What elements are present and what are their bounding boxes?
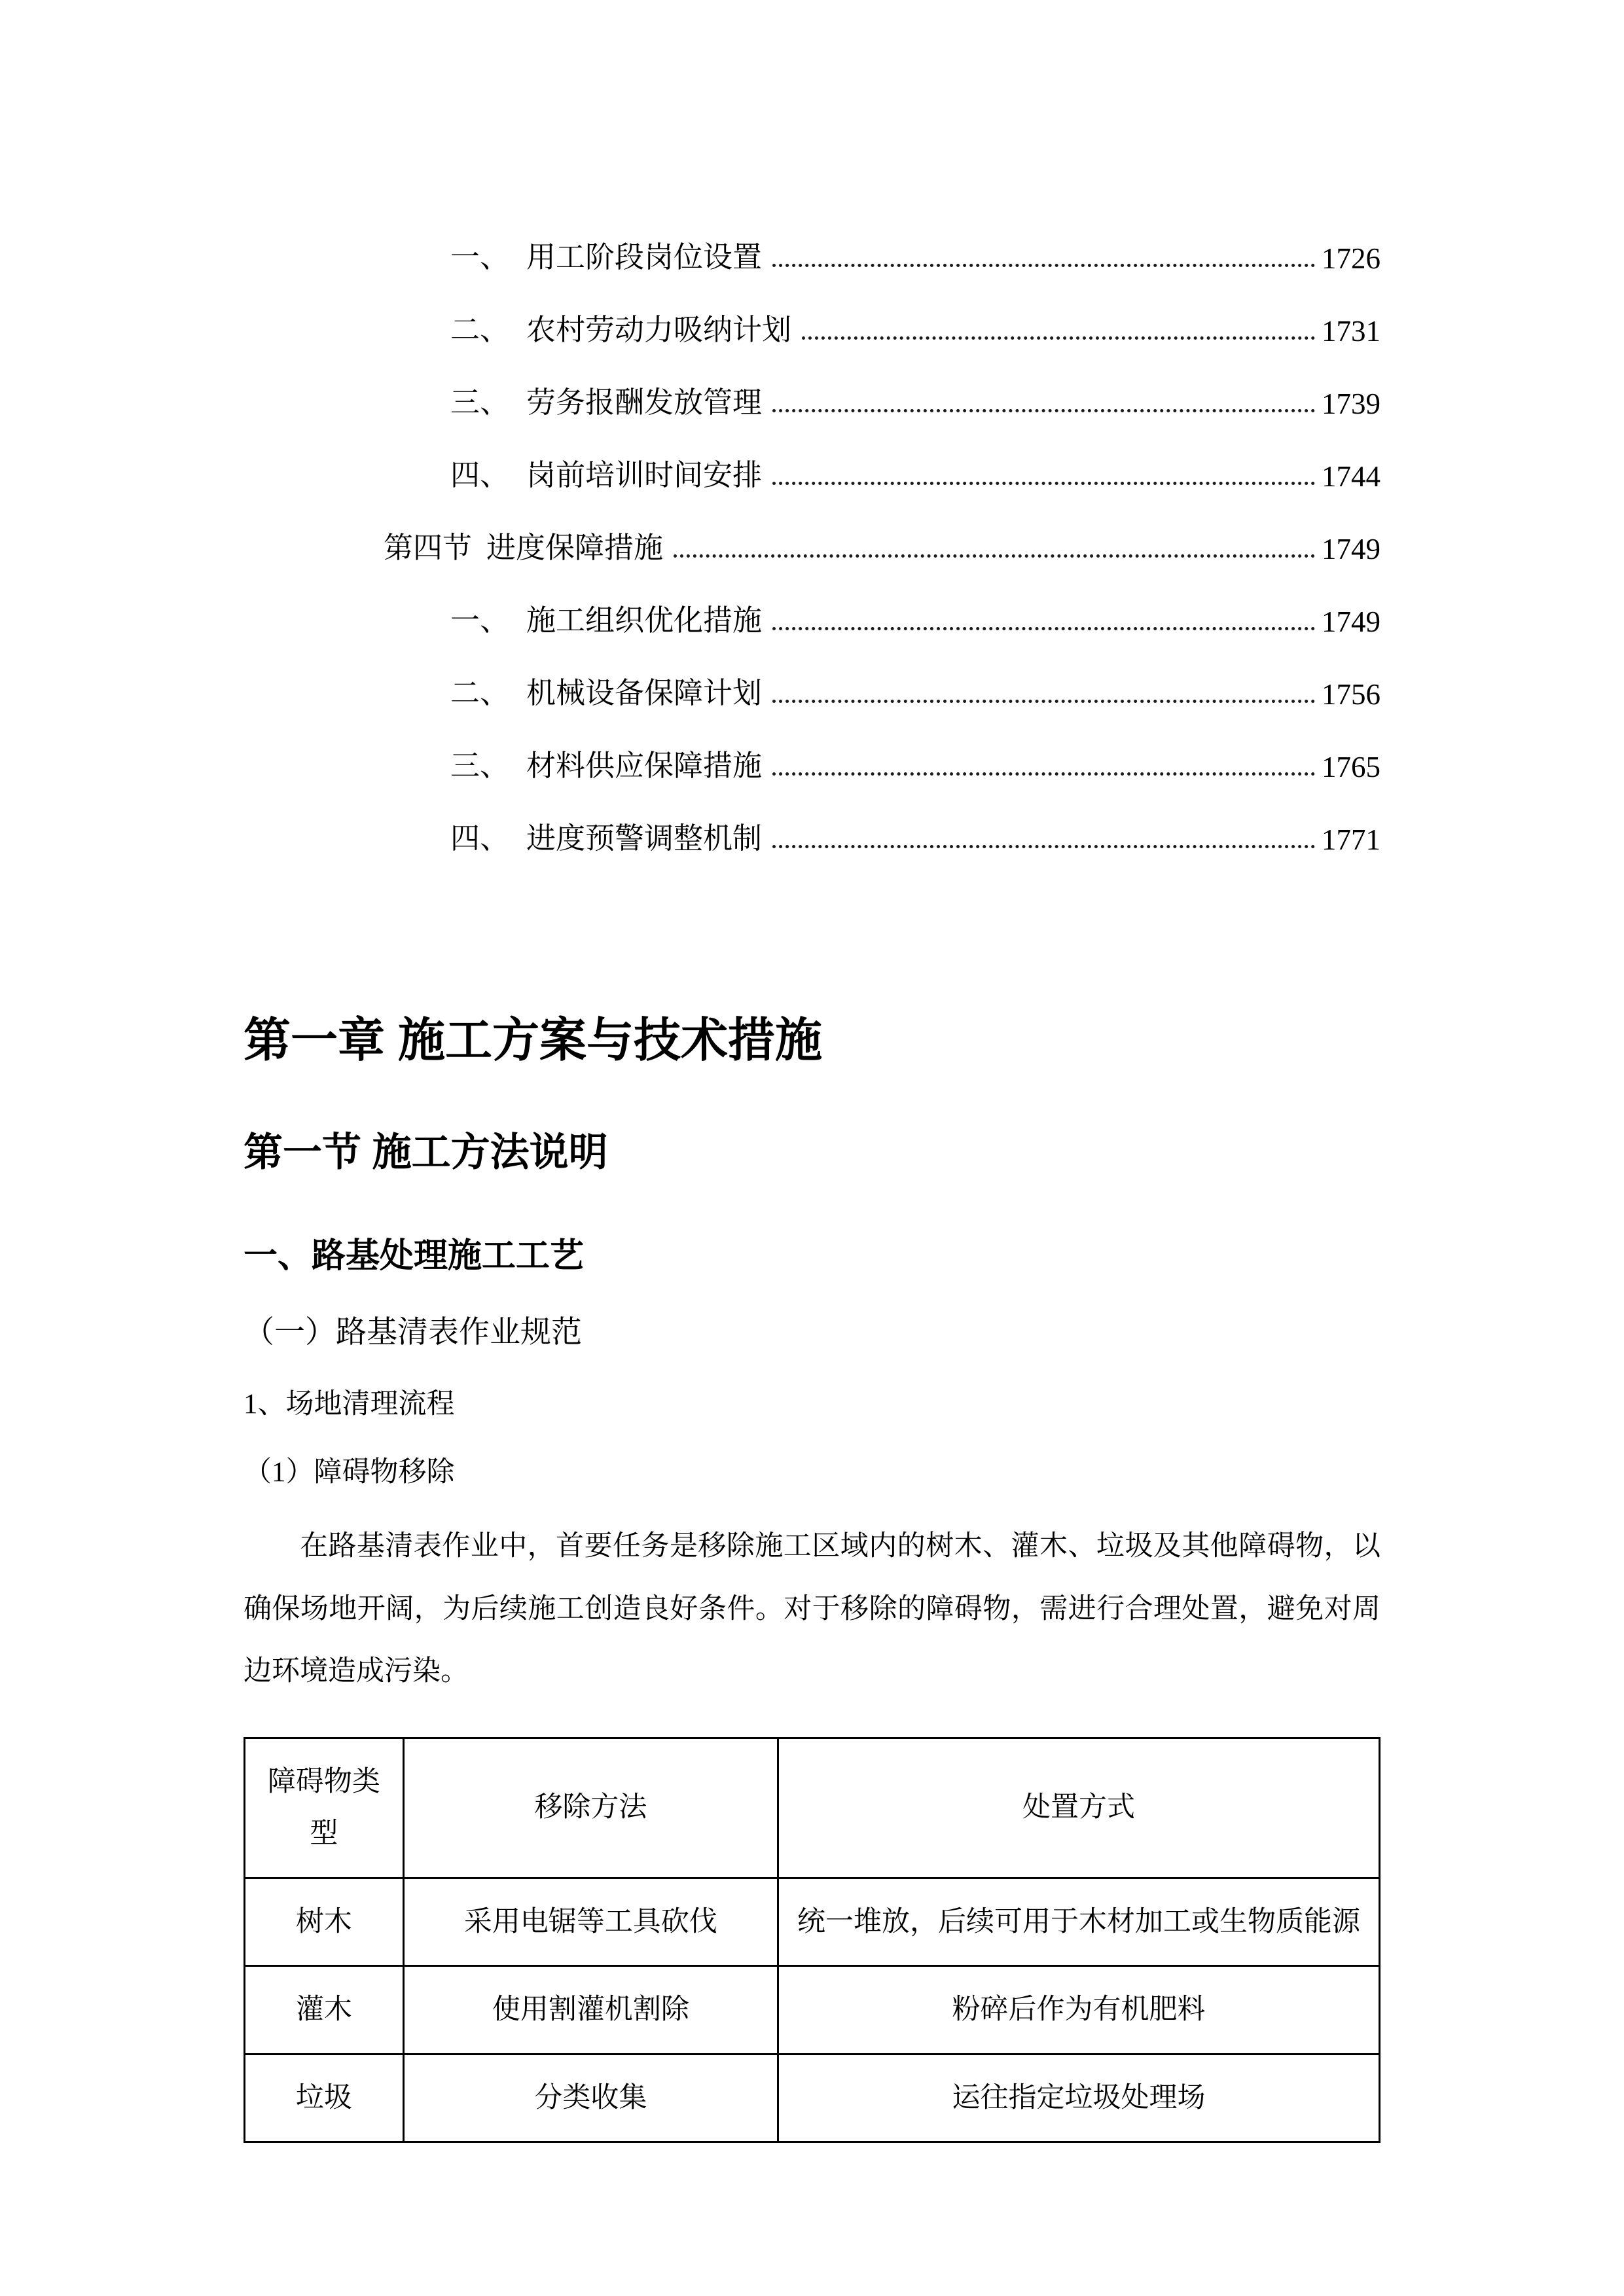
toc-entry-number: 三、 — [450, 749, 510, 782]
toc-entry — [244, 566, 1380, 639]
toc-entry-title: 进度保障措施 — [486, 531, 664, 564]
table-cell: 树木 — [245, 1878, 404, 1966]
subheading-level3: 1、场地清理流程 — [244, 1389, 455, 1420]
table-cell: 粉碎后作为有机肥料 — [778, 1966, 1379, 2054]
subheading-level4: （1）障碍物移除 — [244, 1456, 455, 1488]
chapter-heading: 第一章 施工方案与技术措施 — [244, 1014, 823, 1067]
table-row — [245, 1878, 1380, 1966]
table-header-cell: 移除方法 — [403, 1738, 778, 1878]
toc-entry-title: 施工组织优化措施 — [526, 604, 763, 637]
toc-dot-leader — [772, 409, 1315, 412]
toc-entry-title: 用工阶段岗位设置 — [526, 241, 763, 274]
table-cell: 运往指定垃圾处理场 — [778, 2054, 1379, 2142]
toc-entry-title: 劳务报酬发放管理 — [526, 386, 763, 419]
toc-dot-leader — [772, 772, 1315, 776]
subheading-level1: 一、路基处理施工工艺 — [244, 1238, 585, 1276]
subheading-level2: （一）路基清表作业规范 — [244, 1315, 582, 1350]
table-cell: 灌木 — [245, 1966, 404, 2054]
toc-page-number: 1749 — [1322, 533, 1380, 565]
toc-entry-title: 材料供应保障措施 — [526, 749, 763, 782]
toc-entry-title: 机械设备保障计划 — [526, 677, 763, 709]
toc-dot-leader — [772, 845, 1315, 848]
table-cell: 垃圾 — [245, 2054, 404, 2142]
table-header-cell: 处置方式 — [778, 1738, 1379, 1878]
table-cell: 分类收集 — [403, 2054, 778, 2142]
toc-entry-title: 岗前培训时间安排 — [526, 459, 763, 492]
toc-entry-number: 四、 — [450, 822, 510, 855]
toc-entry — [244, 639, 1380, 711]
toc-entry — [244, 421, 1380, 493]
table-cell: 采用电锯等工具砍伐 — [403, 1878, 778, 1966]
toc-page-number: 1726 — [1322, 242, 1380, 275]
toc-dot-leader — [802, 336, 1315, 340]
body-paragraph: 在路基清表作业中，首要任务是移除施工区域内的树木、灌木、垃圾及其他障碍物，以确保场地开阔，为后续施工创造良好条件。对于移除的障碍物，需进行合理处置，避免对周边环境造成污染。 — [244, 1531, 1380, 1687]
toc-dot-leader — [772, 264, 1315, 267]
toc-dot-leader — [674, 554, 1315, 558]
toc-page-number: 1731 — [1322, 315, 1380, 348]
toc-entry-title: 进度预警调整机制 — [526, 822, 763, 855]
section-heading: 第一节 施工方法说明 — [244, 1130, 608, 1175]
toc-entry-title: 农村劳动力吸纳计划 — [526, 314, 792, 346]
toc-dot-leader — [772, 627, 1315, 630]
toc-entry — [244, 493, 1380, 566]
table-row — [245, 1738, 1380, 1878]
table-of-contents — [244, 203, 1380, 857]
toc-page-number: 1756 — [1322, 678, 1380, 711]
toc-entry-number: 一、 — [450, 604, 510, 637]
obstacle-disposal-table — [244, 1737, 1380, 2144]
toc-entry — [244, 203, 1380, 276]
toc-entry — [244, 711, 1380, 784]
toc-page-number: 1765 — [1322, 751, 1380, 783]
toc-page-number: 1744 — [1322, 460, 1380, 493]
table-cell: 使用割灌机割除 — [403, 1966, 778, 2054]
toc-entry-number: 二、 — [450, 314, 510, 346]
toc-entry-number: 第四节 — [384, 531, 473, 564]
toc-page-number: 1749 — [1322, 605, 1380, 638]
toc-entry — [244, 348, 1380, 421]
table-body — [245, 1878, 1380, 2142]
toc-entry-number: 二、 — [450, 677, 510, 709]
toc-entry-number: 四、 — [450, 459, 510, 492]
toc-dot-leader — [772, 482, 1315, 485]
table-row — [245, 2054, 1380, 2142]
toc-entry-number: 三、 — [450, 386, 510, 419]
toc-entry-number: 一、 — [450, 241, 510, 274]
toc-page-number: 1771 — [1322, 823, 1380, 856]
table-cell: 统一堆放，后续可用于木材加工或生物质能源 — [778, 1878, 1379, 1966]
toc-entry — [244, 276, 1380, 348]
table-header-row — [245, 1738, 1380, 1878]
toc-page-number: 1739 — [1322, 387, 1380, 420]
toc-entry — [244, 784, 1380, 857]
toc-dot-leader — [772, 700, 1315, 703]
table-row — [245, 1966, 1380, 2054]
table-header-cell: 障碍物类型 — [245, 1738, 404, 1878]
